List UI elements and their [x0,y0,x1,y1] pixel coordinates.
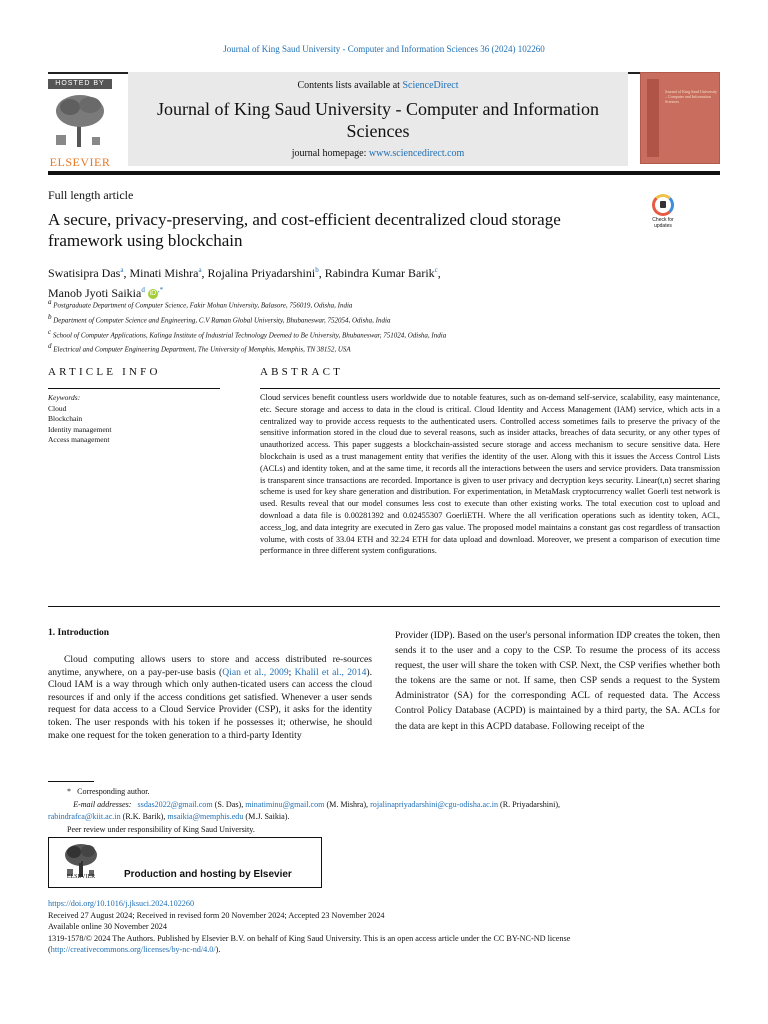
affiliations [48,297,688,356]
email-link[interactable]: rabindrafca@kiit.ac.in [48,812,121,822]
footnote-text: Corresponding author. [77,787,150,796]
keyword-item: Cloud [48,403,67,413]
affiliation-key: a [48,298,52,306]
homepage-link[interactable]: www.sciencedirect.com [368,148,465,159]
abstract-bottom-rule [48,606,720,607]
author-affiliation-mark[interactable]: a [120,266,124,274]
footnote-star: * [67,787,72,796]
email-link[interactable]: rojalinapriyadarshini@cgu-odisha.ac.in [370,799,498,809]
sciencedirect-link[interactable]: ScienceDirect [402,80,459,91]
email-addresses-continued [48,811,720,824]
production-caption: Production and hosting by Elsevier [124,869,292,880]
email-owner: (M. Mishra), [324,799,371,809]
footnote-rule [48,781,94,782]
cover-strip [647,79,659,157]
keywords-label: Keywords: [48,393,81,402]
footnotes [48,786,720,837]
introduction-right-column: Provider (IDP). Based on the user's personal information IDP creates the token, then sends it to the user and a copy to the CSP. To resume the process of its access request, the user will share the token with CSP. Next, the CSP verifies whether both the tokens are the same or not. If same, then CSP sends a request to the System Administrator (SA) for the corresponding ACL of requested data. The Access Control Policy Database (ACPD) is maintained by a third party, the SA. ACLs for the data are kept in this ACPD database. Following receipt of the [395,630,720,732]
email-owner: (M.J. Saikia). [243,812,290,822]
doi-and-dates [48,898,720,956]
journal-cover-thumbnail[interactable] [640,72,720,164]
homepage-prefix: journal homepage: [291,148,369,159]
cover-title: Journal of King Saud University – Computer and Information Sciences [665,89,717,104]
author-name[interactable]: Minati Mishra [129,266,199,280]
check-for-updates-icon [652,194,674,216]
affiliation-key: d [48,342,52,351]
journal-masthead [128,72,628,166]
keyword-item: Blockchain [48,414,83,423]
author-separator: , [123,266,130,280]
publisher-logo-block[interactable] [48,79,112,169]
email-owner: (R.K. Barik), [120,812,168,822]
author-name[interactable]: Rojalina Priyadarshini [207,266,316,280]
affiliation-key: c [48,327,52,336]
affiliation-item [48,341,688,356]
license-text: 1319-1578/© 2024 The Authors. Published by Elsevier B.V. on behalf of King Saud University. This is an open access article under the CC BY-NC-ND license [48,933,571,943]
keyword-item: Access management [48,435,110,444]
author-name[interactable]: Manob Jyoti Saikia [48,286,142,300]
email-addresses [48,799,720,812]
citation-link[interactable]: Qian et al., 2009 [222,666,289,678]
email-label: E-mail addresses: [73,799,132,809]
affiliation-text: Postgraduate Department of Computer Science, Fakir Mohan University, Balasore, 756019, Odisha, India [53,301,353,310]
keyword-item: Identity management [48,424,112,434]
corresponding-author-note [48,786,720,799]
article-info-heading: ARTICLE INFO [48,366,161,378]
affiliation-item [48,297,688,312]
affiliation-item [48,327,688,342]
keywords-block [48,393,220,446]
homepage-line [128,148,628,159]
citation-link[interactable]: Khalil et al., 2014 [294,666,367,678]
contents-prefix: Contents lists available at [297,80,403,91]
author-affiliation-mark[interactable]: c [434,266,438,274]
author-list [48,262,608,302]
affiliation-item [48,312,688,327]
article-title: A secure, privacy-preserving, and cost-efficient decentralized cloud storage framework using blockchain [48,210,561,250]
orcid-icon[interactable]: iD [149,290,157,298]
abstract-heading: ABSTRACT [260,366,344,378]
history-dates: Received 27 August 2024; Received in revised form 20 November 2024; Accepted 23 November 2024 [48,910,385,920]
email-link[interactable]: ssdas2022@gmail.com [137,799,213,809]
article-type: Full length article [48,188,134,202]
elsevier-logo-word: ELSEVIER [66,874,96,880]
author-name[interactable]: Rabindra Kumar Barik [324,266,435,280]
license-statement [48,933,720,956]
available-online: Available online 30 November 2024 [48,922,167,931]
check-for-updates-button[interactable] [646,194,680,230]
intro-text: Cloud computing allows users to store and access distributed re-sources anytime, anywhere, on a pay-per-use basis ( [48,654,372,678]
author-separator: , [201,266,208,280]
affiliation-text: School of Computer Applications, Kalinga Institute of Industrial Technology Deemed to Be University, Bhubaneswar, 751024, Odisha, India [52,330,447,339]
license-paren: ). [215,945,221,954]
abstract-rule [260,388,720,389]
contents-line [128,80,628,91]
intro-text: ). Cloud IAM is a way through which only authen-ticated users can access the cloud resources if and only if the access conditions get satisfied. Whenever a user sends request for data access to a Cloud Service Provider (CSP), it asks for the identity token. The user responds with his token if he possesses it; otherwise, he should make one request for the token generation to a third-party Identity [48,666,372,741]
doi-link[interactable]: https://doi.org/10.1016/j.jksuci.2024.102260 [48,899,195,908]
email-link[interactable]: msaikia@memphis.edu [167,812,244,822]
introduction-paragraph [48,654,372,742]
author-separator: , [318,266,325,280]
affiliation-key: b [48,312,52,321]
section-heading-introduction: 1. Introduction [48,628,110,638]
article-info-rule [48,388,220,389]
author-name[interactable]: Swatisipra Das [48,266,121,280]
elsevier-tree-icon [48,91,112,149]
email-owner: (S. Das), [212,799,246,809]
corresponding-author-mark[interactable]: ,* [157,286,164,294]
peer-review-note: Peer review under responsibility of King Saud University. [67,825,255,835]
email-link[interactable]: minatiminu@gmail.com [245,799,325,809]
abstract-text: Cloud services benefit countless users worldwide due to notable features, such as on-demand self-service, scalability, easy maintenance, etc. Secure storage and access to data in the cloud is critical. Cloud Identity and Access Management (IAM) service, which acts in a centralized way to provide access requests to the authenticated users. Controlled access sometimes fails to preserve the privacy of the sensitive information stored in the cloud due to several reasons, such as insider attacks, breaches of data security, or any other types of unauthorized access. This paper suggests a blockchain-assisted secure storage and access mechanism to secure sensitive data. Here blockchain is used as a trust management entity that verifies the identity of the user. Along with this it issues the Access Control Lists (ACLs) and identity token, and at the same time, it records all the interactions between the users and service providers. Data transmission is transparent since transactions are recorded. Importance is given to user privacy and decryption keys security. Linear(t,n) secret sharing scheme is used for key share generation and distribution. For experimentation, in MetaMask cryptocurrency wallet Goerli test network is used. Results reveal that our model consumes less cost to execute than other existing works. The total execution cost to upload and download a data file is 0.00281392 and 0.02455307 GoerliETH. Where the all verification operations such as identity token, ACL, access_log, and data integrity are executed in Zero gas value. The proposed model maintains a constant gas cost regardless of transaction volume, with costs of 33.04 ETH and 32.24 ETH for data upload and download. Moreover, we present a comparison of execution time performance in three different system configurations. [260,393,720,556]
license-paren: ( [48,945,51,954]
journal-title: Journal of King Saud University - Computer and Information Sciences [157,99,599,141]
publisher-name: ELSEVIER [49,155,111,169]
affiliation-text: Department of Computer Science and Engineering, C.V Raman Global University, Bhubaneswar, 752054, Odisha, India [53,316,391,325]
hosted-by-label: HOSTED BY [48,79,112,89]
journal-reference[interactable]: Journal of King Saud University - Computer and Information Sciences 36 (2024) 102260 [223,44,545,54]
affiliation-text: Electrical and Computer Engineering Department, The University of Memphis, Memphis, TN 38152, USA [53,345,351,354]
check-for-updates-label: Check for updates [652,217,674,229]
author-separator: , [437,266,441,280]
author-affiliation-mark[interactable]: b [315,266,319,274]
email-owner: (R. Priyadarshini), [498,799,561,809]
author-affiliation-mark[interactable]: a [198,266,202,274]
intro-text: ; [288,666,295,678]
author-affiliation-mark[interactable]: d [141,286,145,294]
introduction-left-column [48,654,372,742]
license-link[interactable]: http://creativecommons.org/licenses/by-nc-nd/4.0/ [50,945,216,954]
masthead-bottom-rule [48,171,720,175]
elsevier-production-box[interactable] [48,837,322,888]
